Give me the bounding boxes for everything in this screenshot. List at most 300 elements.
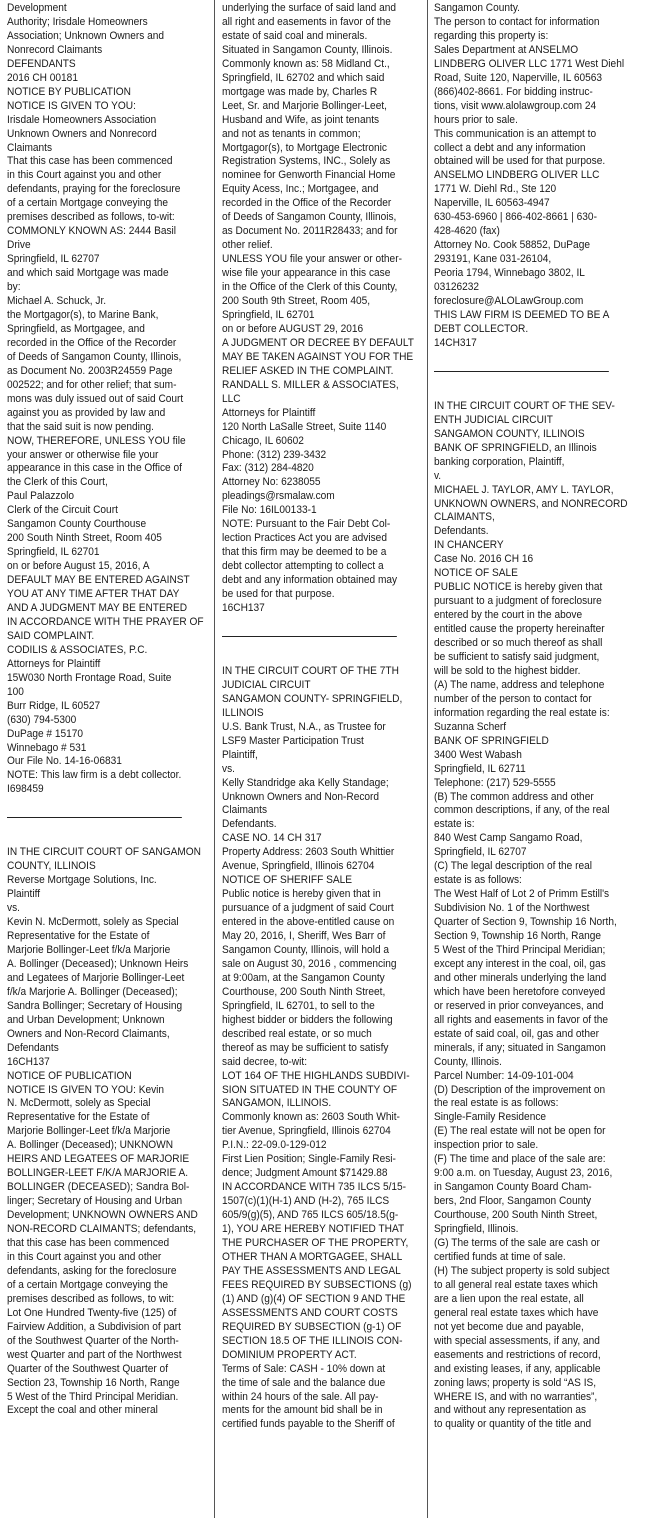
notice-line: that this case has been commenced xyxy=(7,1237,170,1250)
notice-line: P.I.N.: 22-09.0-129-012 xyxy=(222,1139,327,1152)
notice-line: I698459 xyxy=(7,783,44,796)
notice-line: described real estate, or so much xyxy=(222,1027,372,1040)
legal-notice xyxy=(222,665,427,1432)
notice-line: (A) The name, address and telephone xyxy=(434,678,605,691)
notice-line: 15W030 North Frontage Road, Suite xyxy=(7,671,172,684)
notice-line: 9:00 a.m. on Tuesday, August 23, 2016, xyxy=(434,1167,613,1180)
notice-line: Sales Department at ANSELMO xyxy=(434,43,579,56)
notice-line: DEFENDANTS xyxy=(7,57,76,70)
notice-line: nominee for Genworth Financial Home xyxy=(222,169,396,182)
notice-line: premises described as follows, to-wit: xyxy=(7,211,175,224)
column-2 xyxy=(222,2,427,1432)
notice-line: (E) The real estate will not be open for xyxy=(434,1125,606,1138)
notice-line: UNLESS YOU file your answer or other- xyxy=(222,253,402,266)
notice-line: Parcel Number: 14-09-101-004 xyxy=(434,1069,574,1082)
notice-line: PAY THE ASSESSMENTS AND LEGAL xyxy=(222,1264,401,1277)
notice-line: will be sold to the highest bidder. xyxy=(434,664,581,677)
notice-line: Springfield, IL 62701 xyxy=(222,308,315,321)
notice-line: certified funds payable to the Sheriff of xyxy=(222,1418,395,1431)
notice-line: and existing leases, if any, applicable xyxy=(434,1362,601,1375)
notice-line: 03126232 xyxy=(434,281,480,294)
notice-line: Section 23, Township 16 North, Range xyxy=(7,1376,180,1389)
notice-line: File No: 16IL00133-1 xyxy=(222,504,317,517)
notice-line: and not as tenants in common; xyxy=(222,127,361,140)
notice-line: NOTICE BY PUBLICATION xyxy=(7,85,132,98)
notice-line: on or before AUGUST 29, 2016 xyxy=(222,322,364,335)
notice-line: Courthouse, 200 South Ninth Street, xyxy=(222,985,386,998)
notice-line: 2016 CH 00181 xyxy=(7,71,78,84)
notice-line: Development; UNKNOWN OWNERS AND xyxy=(7,1209,198,1222)
notice-line: entered in the above-entitled cause on xyxy=(222,916,395,929)
notice-line: highest bidder or bidders the following xyxy=(222,1013,393,1026)
notice-line: hours prior to sale. xyxy=(434,113,518,126)
notice-line: CLAIMANTS, xyxy=(434,511,495,524)
notice-line: estate is: xyxy=(434,818,475,831)
notice-line: SANGAMON, ILLINOIS. xyxy=(222,1097,332,1110)
notice-line: County, Illinois. xyxy=(434,1055,502,1068)
notice-line: the time of sale and the balance due xyxy=(222,1376,386,1389)
notice-line: A. Bollinger (Deceased); UNKNOWN xyxy=(7,1139,174,1152)
column-divider xyxy=(214,0,215,1518)
notice-line: Equity Acess, Inc.; Mortgagee, and xyxy=(222,183,379,196)
notice-line: PUBLIC NOTICE is hereby given that xyxy=(434,581,603,594)
notice-line: RANDALL S. MILLER & ASSOCIATES, xyxy=(222,378,399,391)
notice-line: DEFAULT MAY BE ENTERED AGAINST xyxy=(7,574,190,587)
notice-line: COMMONLY KNOWN AS: 2444 Basil xyxy=(7,225,177,238)
notice-line: all rights and easements in favor of the xyxy=(434,1013,608,1026)
notice-line: 5 West of the Third Principal Meridian; xyxy=(434,944,606,956)
notice-line: estate of said coal and minerals. xyxy=(222,29,368,42)
notice-line: A. Bollinger (Deceased); Unknown Heirs xyxy=(7,957,189,970)
notice-line: 293191, Kane 031-26104, xyxy=(434,253,552,266)
notice-line: Phone: (312) 239-3432 xyxy=(222,448,327,461)
notice-line: The person to contact for information xyxy=(434,15,600,28)
notice-line: Springfield, IL 62707 xyxy=(434,846,527,859)
notice-line: of the Southwest Quarter of the North- xyxy=(7,1334,179,1347)
notice-line: 100 xyxy=(7,685,24,698)
notice-line: Leet, Sr. and Marjorie Bollinger-Leet, xyxy=(222,99,387,112)
notice-line: HEIRS AND LEGATEES OF MARJORIE xyxy=(7,1153,190,1166)
notice-line: linger; Secretary of Housing and Urban xyxy=(7,1195,183,1208)
notice-line: which have been heretofore conveyed xyxy=(434,985,606,998)
notice-line: NON-RECORD CLAIMANTS; defendants, xyxy=(7,1223,197,1236)
notice-line: zoning laws; property is sold “AS IS, xyxy=(434,1376,597,1389)
column-divider xyxy=(427,0,428,1518)
notice-line: Sangamon County. xyxy=(434,2,520,14)
notice-line: Owners and Non-Record Claimants, xyxy=(7,1027,170,1040)
notice-separator xyxy=(7,817,182,818)
notice-line: to quality or quantity of the title and xyxy=(434,1418,592,1431)
notice-line: entered by the court in the above xyxy=(434,609,583,622)
notice-line: 1771 W. Diehl Rd., Ste 120 xyxy=(434,183,557,196)
notice-line: Kelly Standridge aka Kelly Standage; xyxy=(222,776,389,789)
notice-line: Nonrecord Claimants xyxy=(7,43,103,56)
notice-line: recorded in the Office of the Recorder xyxy=(222,197,392,210)
notice-line: Quarter of the Southwest Quarter of xyxy=(7,1362,169,1375)
notice-line: BANK OF SPRINGFIELD, an Illinois xyxy=(434,441,597,454)
notice-line: Case No. 2016 CH 16 xyxy=(434,553,534,566)
notice-line: Fax: (312) 284-4820 xyxy=(222,462,314,475)
notice-line: your answer or otherwise file your xyxy=(7,448,159,461)
notice-line: mons was duly issued out of said Court xyxy=(7,392,184,405)
notice-line: Attorney No. Cook 58852, DuPage xyxy=(434,239,590,252)
notice-line: AND A JUDGMENT MAY BE ENTERED xyxy=(7,601,188,614)
notice-line: U.S. Bank Trust, N.A., as Trustee for xyxy=(222,720,386,733)
notice-line: Springfield, IL 62707 xyxy=(7,253,100,266)
notice-line: west Quarter and part of the Northwest xyxy=(7,1348,182,1361)
notice-line: the Clerk of this Court, xyxy=(7,476,108,489)
notice-line: in this Court against you and other xyxy=(7,169,162,182)
notice-line: SANGAMON COUNTY, ILLINOIS xyxy=(434,427,585,440)
notice-line: Claimants xyxy=(222,804,268,817)
notice-line: NOTICE IS GIVEN TO YOU: Kevin xyxy=(7,1083,165,1096)
notice-line: pleadings@rsmalaw.com xyxy=(222,490,335,503)
notice-line: and Legatees of Marjorie Bollinger-Leet xyxy=(7,971,185,984)
notice-line: on or before August 15, 2016, A xyxy=(7,560,150,573)
notice-line: inspection prior to sale. xyxy=(434,1139,539,1152)
notice-line: SECTION 18.5 OF THE ILLINOIS CON- xyxy=(222,1334,403,1347)
notice-line: not yet become due and payable, xyxy=(434,1320,584,1333)
notice-line: Springfield, IL 62701, to sell to the xyxy=(222,999,375,1012)
notice-line: This communication is an attempt to xyxy=(434,127,597,140)
legal-notice xyxy=(434,400,639,1433)
notice-line: sale on August 30, 2016 , commencing xyxy=(222,957,397,970)
notice-line: MAY BE TAKEN AGAINST YOU FOR THE xyxy=(222,350,414,363)
notice-line: vs. xyxy=(7,902,20,915)
notice-line: mortgage was made by, Charles R xyxy=(222,85,378,98)
notice-line: 200 South 9th Street, Room 405, xyxy=(222,295,371,308)
notice-line: described or so much thereof as shall xyxy=(434,637,603,650)
column-1 xyxy=(7,2,212,1418)
notice-line: Telephone: (217) 529-5555 xyxy=(434,776,556,789)
legal-notice xyxy=(7,846,212,1418)
notice-line: against you as provided by law and xyxy=(7,406,166,419)
notice-line: Suzanna Scherf xyxy=(434,720,507,733)
notice-line: ILLINOIS xyxy=(222,706,264,719)
notice-line: by: xyxy=(7,281,21,294)
notice-line: Reverse Mortgage Solutions, Inc. xyxy=(7,874,157,887)
notice-line: THIS LAW FIRM IS DEEMED TO BE A xyxy=(434,308,610,321)
notice-line: as Document No. 2011R28433; and for xyxy=(222,225,398,238)
notice-line: SAID COMPLAINT. xyxy=(7,629,95,642)
notice-line: be used for that purpose. xyxy=(222,588,335,601)
notice-line: with special assessments, if any, and xyxy=(434,1334,600,1347)
notice-line: 200 South Ninth Street, Room 405 xyxy=(7,532,162,545)
notice-line: Sangamon County, Illinois, will hold a xyxy=(222,944,390,956)
notice-line: OTHER THAN A MORTGAGEE, SHALL xyxy=(222,1250,403,1263)
notice-line: 1), YOU ARE HEREBY NOTIFIED THAT xyxy=(222,1223,405,1236)
notice-line: number of the person to contact for xyxy=(434,692,592,705)
notice-line: be sufficient to satisfy said judgment, xyxy=(434,650,600,663)
notice-line: A JUDGMENT OR DECREE BY DEFAULT xyxy=(222,336,414,349)
notice-line: Avenue, Springfield, Illinois 62704 xyxy=(222,860,375,873)
notice-line: Courthouse, 200 South Ninth Street, xyxy=(434,1209,598,1222)
notice-line: First Lien Position; Single-Family Resi- xyxy=(222,1153,396,1166)
notice-line: IN THE CIRCUIT COURT OF THE SEV- xyxy=(434,399,615,412)
notice-line: JUDICIAL CIRCUIT xyxy=(222,678,311,691)
notice-line: BOLLINGER (DECEASED); Sandra Bol- xyxy=(7,1181,190,1194)
notice-line: Springfield, IL 62702 and which said xyxy=(222,71,385,84)
notice-line: IN ACCORDANCE WITH 735 ILCS 5/15- xyxy=(222,1181,407,1194)
notice-line: debt and any information obtained may xyxy=(222,574,398,587)
notice-line: 3400 West Wabash xyxy=(434,748,522,761)
notice-line: Situated in Sangamon County, Illinois. xyxy=(222,43,393,56)
notice-line: that this firm may be deemed to be a xyxy=(222,546,387,559)
notice-line: and Urban Development; Unknown xyxy=(7,1013,165,1026)
notice-line: at 9:00am, at the Sangamon County xyxy=(222,971,385,984)
notice-line: lection Practices Act you are advised xyxy=(222,532,387,545)
notice-line: REQUIRED BY SUBSECTION (g-1) OF xyxy=(222,1320,402,1333)
notice-line: Representative for the Estate of xyxy=(7,930,150,943)
notice-line: certified funds at time of sale. xyxy=(434,1250,566,1263)
notice-line: collect a debt and any information xyxy=(434,141,586,154)
notice-line: IN THE CIRCUIT COURT OF SANGAMON xyxy=(7,846,201,859)
notice-line: common descriptions, if any, of the real xyxy=(434,804,610,817)
notice-line: ENTH JUDICIAL CIRCUIT xyxy=(434,413,553,426)
notice-line: DEBT COLLECTOR. xyxy=(434,322,529,335)
notice-line: recorded in the Office of the Recorder xyxy=(7,336,177,349)
legal-notice xyxy=(222,2,427,616)
notice-line: IN CHANCERY xyxy=(434,539,504,552)
notice-line: IN ACCORDANCE WITH THE PRAYER OF xyxy=(7,615,204,628)
notice-line: Chicago, IL 60602 xyxy=(222,434,304,447)
notice-line: Drive xyxy=(7,239,31,252)
notice-line: Commonly known as: 58 Midland Ct., xyxy=(222,57,390,70)
notice-line: 002522; and for other relief; that sum- xyxy=(7,378,177,391)
notice-line: IN THE CIRCUIT COURT OF THE 7TH xyxy=(222,664,399,677)
notice-line: v. xyxy=(434,469,442,482)
notice-line: CASE NO. 14 CH 317 xyxy=(222,832,322,845)
notice-line: 630-453-6960 | 866-402-8661 | 630- xyxy=(434,211,597,224)
notice-separator xyxy=(222,636,397,637)
notice-line: Mortgagor(s), to Mortgage Electronic xyxy=(222,141,387,154)
legal-notice xyxy=(7,2,212,797)
notice-line: Except the coal and other mineral xyxy=(7,1404,158,1417)
notice-line: Burr Ridge, IL 60527 xyxy=(7,699,101,712)
notice-line: Kevin N. McDermott, solely as Special xyxy=(7,916,179,929)
notice-line: UNKNOWN OWNERS, and NONRECORD xyxy=(434,497,628,510)
notice-line: bers, 2nd Floor, Sangamon County xyxy=(434,1195,592,1208)
notice-line: other relief. xyxy=(222,239,273,252)
legal-notice xyxy=(434,2,639,351)
notice-line: 840 West Camp Sangamo Road, xyxy=(434,832,583,845)
notice-line: NOTE: Pursuant to the Fair Debt Col- xyxy=(222,518,391,531)
notice-line: Springfield, IL 62701 xyxy=(7,546,100,559)
notice-line: entitled cause the property hereinafter xyxy=(434,623,605,636)
notice-line: Quarter of Section 9, Township 16 North, xyxy=(434,916,617,929)
notice-line: dence; Judgment Amount $71429.88 xyxy=(222,1167,388,1180)
notice-line: 5 West of the Third Principal Meridian. xyxy=(7,1390,179,1403)
notice-line: in this Court against you and other xyxy=(7,1250,162,1263)
notice-line: appearance in this case in the Office of xyxy=(7,462,182,475)
notice-line: regarding this property is: xyxy=(434,29,549,42)
notice-line: 1507(c)(1)(H-1) AND (H-2), 765 ILCS xyxy=(222,1195,390,1208)
notice-line: of a certain Mortgage conveying the xyxy=(7,197,169,210)
notice-line: (C) The legal description of the real xyxy=(434,860,593,873)
notice-line: Public notice is hereby given that in xyxy=(222,888,381,901)
notice-line: (H) The subject property is sold subject xyxy=(434,1264,610,1277)
notice-line: except any interest in the coal, oil, gas xyxy=(434,957,606,970)
notice-line: premises described as follows, to wit: xyxy=(7,1292,175,1305)
notice-line: Plaintiff xyxy=(7,888,41,901)
notice-line: Springfield, as Mortgagee, and xyxy=(7,322,145,335)
notice-line: MICHAEL J. TAYLOR, AMY L. TAYLOR, xyxy=(434,483,614,496)
notice-line: Commonly known as: 2603 South Whit- xyxy=(222,1111,400,1124)
notice-line: (866)402-8661. For bidding instruc- xyxy=(434,85,593,98)
notice-line: LSF9 Master Participation Trust xyxy=(222,734,364,747)
notice-line: Property Address: 2603 South Whittier xyxy=(222,846,395,859)
notice-line: in the Office of the Clerk of this County, xyxy=(222,281,398,294)
notice-line: RELIEF ASKED IN THE COMPLAINT. xyxy=(222,364,394,377)
notice-line: said decree, to-wit: xyxy=(222,1055,308,1068)
notice-line: 14CH317 xyxy=(434,336,477,349)
notice-line: COUNTY, ILLINOIS xyxy=(7,860,96,873)
notice-line: THE PURCHASER OF THE PROPERTY, xyxy=(222,1237,409,1250)
notice-line: and without any representation as xyxy=(434,1404,587,1417)
notice-line: Claimants xyxy=(7,141,53,154)
notice-line: general real estate taxes which have xyxy=(434,1306,599,1319)
notice-line: thereof as may be sufficient to satisfy xyxy=(222,1041,389,1054)
notice-line: NOTICE IS GIVEN TO YOU: xyxy=(7,99,136,112)
notice-line: NOTICE OF SALE xyxy=(434,567,518,580)
notice-line: Husband and Wife, as joint tenants xyxy=(222,113,380,126)
notice-line: and other minerals underlying the land xyxy=(434,971,607,984)
notice-line: easements and restrictions of record, xyxy=(434,1348,601,1361)
notice-line: estate of said coal, oil, gas and other xyxy=(434,1027,599,1040)
notice-line: are a lien upon the real estate, all xyxy=(434,1292,584,1305)
notice-line: Road, Suite 120, Naperville, IL 60563 xyxy=(434,71,602,84)
notice-line: Representative for the Estate of xyxy=(7,1111,150,1124)
notice-line: 120 North LaSalle Street, Suite 1140 xyxy=(222,420,387,433)
notice-line: pursuance of a judgment of said Court xyxy=(222,902,394,915)
notice-line: as Document No. 2003R24559 Page xyxy=(7,364,173,377)
notice-line: NOTICE OF PUBLICATION xyxy=(7,1069,132,1082)
notice-line: ments for the amount bid shall be in xyxy=(222,1404,383,1417)
notice-line: defendants, asking for the foreclosure xyxy=(7,1264,177,1277)
notice-line: tions, visit www.alolawgroup.com 24 xyxy=(434,99,597,112)
notice-line: WHERE IS, and with no warranties”, xyxy=(434,1390,598,1403)
notice-line: BOLLINGER-LEET F/K/A MARJORIE A. xyxy=(7,1167,189,1180)
notice-line: Authority; Irisdale Homeowners xyxy=(7,15,148,28)
notice-line: Defendants. xyxy=(434,525,489,538)
notice-line: of a certain Mortgage conveying the xyxy=(7,1278,169,1291)
notice-line: Association; Unknown Owners and xyxy=(7,29,165,42)
notice-line: the real estate is as follows: xyxy=(434,1097,559,1110)
notice-line: Development xyxy=(7,2,67,14)
notice-line: DOMINIUM PROPERTY ACT. xyxy=(222,1348,357,1361)
notice-line: Registration Systems, INC., Solely as xyxy=(222,155,391,168)
notice-line: Fairview Addition, a Subdivision of part xyxy=(7,1320,181,1333)
notice-line: wise file your appearance in this case xyxy=(222,267,391,280)
notice-line: estate is as follows: xyxy=(434,874,522,887)
notice-line: tier Avenue, Springfield, Illinois 62704 xyxy=(222,1125,391,1138)
notice-line: in Sangamon County Board Cham- xyxy=(434,1181,592,1194)
notice-line: Clerk of the Circuit Court xyxy=(7,504,118,517)
notice-line: Marjorie Bollinger-Leet f/k/a Marjorie xyxy=(7,1125,171,1138)
notice-line: NOW, THEREFORE, UNLESS YOU file xyxy=(7,434,186,447)
notice-line: vs. xyxy=(222,762,235,775)
notice-line: N. McDermott, solely as Special xyxy=(7,1097,151,1110)
notice-line: (D) Description of the improvement on xyxy=(434,1083,606,1096)
notice-line: foreclosure@ALOLawGroup.com xyxy=(434,295,584,308)
notice-line: Our File No. 14-16-06831 xyxy=(7,755,122,768)
notice-line: (1) AND (g)(4) OF SECTION 9 AND THE xyxy=(222,1292,406,1305)
notice-line: Michael A. Schuck, Jr. xyxy=(7,295,107,308)
notice-line: LOT 164 OF THE HIGHLANDS SUBDIVI- xyxy=(222,1069,410,1082)
notice-line: DuPage # 15170 xyxy=(7,727,84,740)
notice-line: BANK OF SPRINGFIELD xyxy=(434,734,549,747)
notice-line: Defendants. xyxy=(222,818,277,831)
notice-line: That this case has been commenced xyxy=(7,155,173,168)
notice-line: NOTICE OF SHERIFF SALE xyxy=(222,874,352,887)
column-3 xyxy=(434,2,639,1432)
notice-line: FEES REQUIRED BY SUBSECTIONS (g) xyxy=(222,1278,412,1291)
notice-line: YOU AT ANY TIME AFTER THAT DAY xyxy=(7,588,180,601)
notice-line: Attorneys for Plaintiff xyxy=(7,657,101,670)
notice-line: within 24 hours of the sale. All pay- xyxy=(222,1390,379,1403)
notice-line: 605/9(g)(5), AND 765 ILCS 605/18.5(g- xyxy=(222,1209,399,1222)
notice-line: Plaintiff, xyxy=(222,748,258,761)
notice-line: ANSELMO LINDBERG OLIVER LLC xyxy=(434,169,600,182)
notice-separator xyxy=(434,371,609,372)
notice-line: Irisdale Homeowners Association xyxy=(7,113,157,126)
notice-line: debt collector attempting to collect a xyxy=(222,560,384,573)
notice-line: Marjorie Bollinger-Leet f/k/a Marjorie xyxy=(7,944,171,956)
notice-line: Winnebago # 531 xyxy=(7,741,87,754)
notice-line: LINDBERG OLIVER LLC 1771 West Diehl xyxy=(434,57,625,70)
notice-line: Defendants xyxy=(7,1041,59,1054)
notice-line: Terms of Sale: CASH - 10% down at xyxy=(222,1362,386,1375)
notice-line: 16CH137 xyxy=(222,601,265,614)
notice-line: Unknown Owners and Non-Record xyxy=(222,790,380,803)
notice-line: Sandra Bollinger; Secretary of Housing xyxy=(7,999,183,1012)
notice-line: Attorney No: 6238055 xyxy=(222,476,321,489)
notice-line: Peoria 1794, Winnebago 3802, IL xyxy=(434,267,585,280)
notice-line: May 20, 2016, I, Sheriff, Wes Barr of xyxy=(222,930,386,943)
notice-line: CODILIS & ASSOCIATES, P.C. xyxy=(7,643,148,656)
notice-line: Paul Palazzolo xyxy=(7,490,75,503)
notice-line: Springfield, IL 62711 xyxy=(434,762,526,775)
notice-line: and which said Mortgage was made xyxy=(7,267,169,280)
notice-line: Springfield, Illinois. xyxy=(434,1223,519,1236)
notice-line: Lot One Hundred Twenty-five (125) of xyxy=(7,1306,177,1319)
notice-line: NOTE: This law firm is a debt collector. xyxy=(7,769,182,782)
notice-line: (B) The common address and other xyxy=(434,790,594,803)
notice-line: that the said suit is now pending. xyxy=(7,420,154,433)
notice-line: Naperville, IL 60563-4947 xyxy=(434,197,550,210)
notice-line: 16CH137 xyxy=(7,1055,50,1068)
notice-line: pursuant to a judgment of foreclosure xyxy=(434,595,602,608)
notice-line: of Deeds of Sangamon County, Illinois, xyxy=(222,211,397,224)
notice-line: ASSESSMENTS AND COURT COSTS xyxy=(222,1306,398,1319)
notice-line: The West Half of Lot 2 of Primm Estill's xyxy=(434,888,610,901)
notice-line: Attorneys for Plaintiff xyxy=(222,406,316,419)
notice-line: or reserved in prior conveyances, and xyxy=(434,999,604,1012)
notice-line: minerals, if any; situated in Sangamon xyxy=(434,1041,606,1054)
notice-line: the Mortgagor(s), to Marine Bank, xyxy=(7,308,159,321)
notice-line: f/k/a Marjorie A. Bollinger (Deceased); xyxy=(7,985,178,998)
notice-line: information regarding the real estate is: xyxy=(434,706,610,719)
notice-line: obtained will be used for that purpose. xyxy=(434,155,606,168)
notice-line: Subdivision No. 1 of the Northwest xyxy=(434,902,590,915)
notice-line: of Deeds of Sangamon County, Illinois, xyxy=(7,350,182,363)
notice-line: to all general real estate taxes which xyxy=(434,1278,598,1291)
notice-line: all right and easements in favor of the xyxy=(222,15,391,28)
notice-line: defendants, praying for the foreclosure xyxy=(7,183,181,196)
notice-line: (G) The terms of the sale are cash or xyxy=(434,1237,600,1250)
notice-line: Section 9, Township 16 North, Range xyxy=(434,930,602,943)
notice-line: underlying the surface of said land and xyxy=(222,2,396,14)
